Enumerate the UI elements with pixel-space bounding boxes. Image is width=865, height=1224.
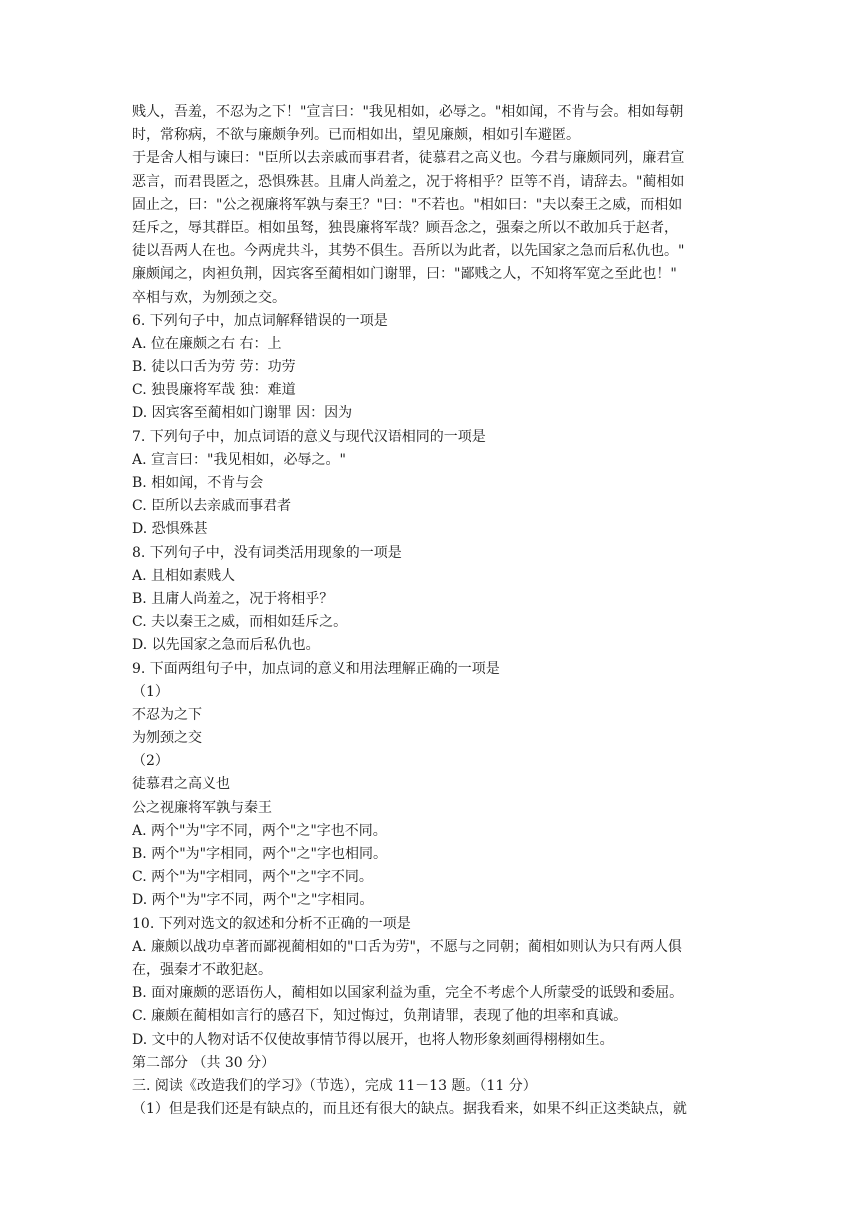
text-line: B. 相如闻，不肯与会 [132, 475, 264, 491]
text-line: 廷斥之，辱其群臣。相如虽驽，独畏廉将军哉？顾吾念之，强秦之所以不敢加兵于赵者， [132, 219, 678, 236]
text-line: 7. 下列句子中，加点词语的意义与现代汉语相同的一项是 [132, 428, 486, 445]
text-line: 廉颇闻之，肉袒负荆，因宾客至蔺相如门谢罪，曰："鄙贱之人，不知将军宽之至此也！" [132, 266, 677, 283]
text-line: B. 徒以口舌为劳 劳：功劳 [132, 359, 296, 376]
text-line: C. 夫以秦王之威，而相如廷斥之。 [132, 614, 348, 631]
text-line: 卒相与欢，为刎颈之交。 [132, 289, 286, 306]
text-line: （1） [132, 683, 169, 700]
text-line: A. 两个"为"字不同，两个"之"字也不同。 [132, 822, 387, 839]
text-line: A. 位在廉颇之右 右：上 [132, 335, 282, 352]
text-line: 在，强秦才不敢犯赵。 [132, 961, 272, 978]
text-line: 徒慕君之高义也 [132, 776, 230, 793]
text-line: C. 臣所以去亲戚而事君者 [132, 498, 292, 515]
text-line: B. 两个"为"字相同，两个"之"字也相同。 [132, 846, 387, 862]
text-line: 徒以吾两人在也。今两虎共斗，其势不俱生。吾所以为此者，以先国家之急而后私仇也。" [132, 243, 685, 260]
text-line: C. 独畏廉将军哉 独：难道 [132, 382, 296, 399]
text-line: A. 宣言曰："我见相如，必辱之。" [132, 451, 346, 468]
text-line: C. 廉颇在蔺相如言行的感召下，知过悔过，负荆请罪，表现了他的坦率和真诚。 [132, 1008, 628, 1025]
text-line: C. 两个"为"字相同，两个"之"字不同。 [132, 869, 373, 886]
text-line: D. 两个"为"字不同，两个"之"字相同。 [132, 892, 374, 909]
text-line: A. 且相如素贱人 [132, 567, 236, 584]
text-line: 贱人，吾羞，不忍为之下！"宣言曰："我见相如，必辱之。"相如闻，不肯与会。相如每朝 [132, 104, 684, 120]
text-line: D. 文中的人物对话不仅使故事情节得以展开，也将人物形象刻画得栩栩如生。 [132, 1031, 614, 1048]
text-line: 三. 阅读《改造我们的学习》（节选），完成 11－13 题。（11 分） [132, 1077, 537, 1094]
text-line: 8. 下列句子中，没有词类活用现象的一项是 [132, 544, 402, 561]
text-line: （1）但是我们还是有缺点的，而且还有很大的缺点。据我看来，如果不纠正这类缺点，就 [132, 1101, 687, 1118]
text-line: 6. 下列句子中，加点词解释错误的一项是 [132, 312, 388, 329]
text-line: A. 廉颇以战功卓著而鄙视蔺相如的"口舌为劳"，不愿与之同朝；蔺相如则认为只有两人俱 [132, 938, 682, 955]
text-line: D. 恐惧殊甚 [132, 521, 208, 538]
text-line: （2） [132, 753, 169, 770]
text-line: 固止之，曰："公之视廉将军孰与秦王？"曰："不若也。"相如曰："夫以秦王之威，而相如 [132, 196, 683, 213]
text-line: 恶言，而君畏匿之，恐惧殊甚。且庸人尚羞之，况于将相乎？臣等不肖，请辞去。"蔺相如 [132, 173, 685, 190]
text-line: 于是舍人相与谏曰："臣所以去亲戚而事君者，徒慕君之高义也。今君与廉颇同列，廉君宣 [132, 150, 685, 167]
text-line: 为刎颈之交 [132, 730, 202, 747]
text-line: D. 以先国家之急而后私仇也。 [132, 637, 320, 654]
text-line: B. 面对廉颇的恶语伤人，蔺相如以国家利益为重，完全不考虑个人所蒙受的诋毁和委屈。 [132, 985, 684, 1002]
text-line: 公之视廉将军孰与秦王 [132, 799, 272, 816]
text-line: 9. 下面两组句子中，加点词的意义和用法理解正确的一项是 [132, 660, 500, 677]
text-line: 时，常称病，不欲与廉颇争列。已而相如出，望见廉颇，相如引车避匿。 [132, 127, 580, 144]
text-line: D. 因宾客至蔺相如门谢罪 因：因为 [132, 405, 353, 422]
text-line: 不忍为之下 [132, 706, 202, 723]
document-page [132, 101, 737, 1121]
text-line: 10. 下列对选文的叙述和分析不正确的一项是 [132, 915, 411, 932]
text-line: 第二部分 （共 30 分） [132, 1054, 276, 1071]
text-line: B. 且庸人尚羞之，况于将相乎？ [132, 590, 334, 607]
